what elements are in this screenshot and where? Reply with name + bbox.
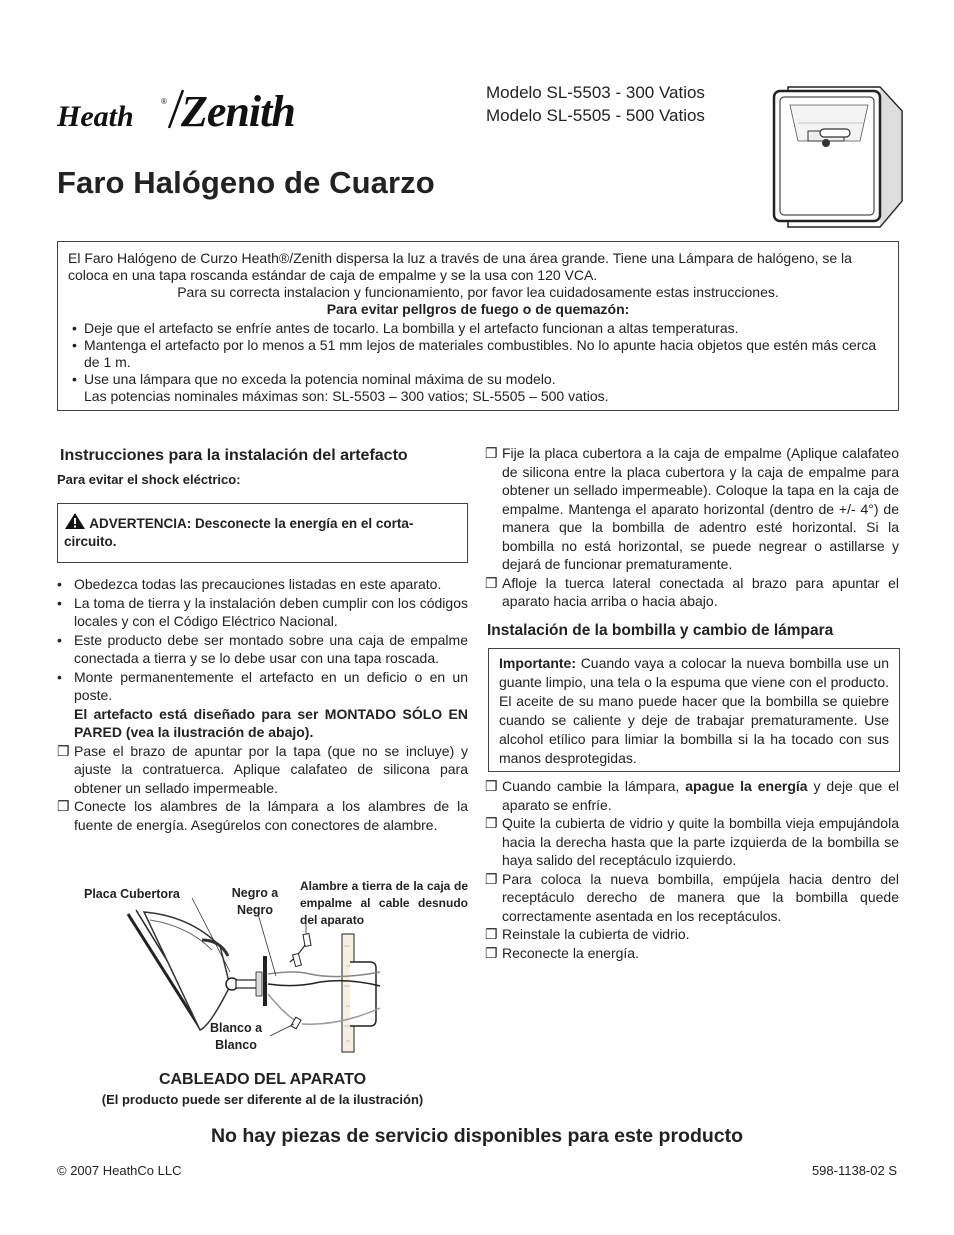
wall-mount-note: El artefacto está diseñado para ser MONTADO SÓLO EN PARED (vea la ilustración de abajo). bbox=[74, 705, 468, 740]
warning-icon bbox=[64, 512, 86, 530]
list-item bbox=[84, 371, 888, 405]
shock-subheading: Para evitar el shock eléctrico: bbox=[57, 472, 241, 487]
checklist-item: ❐ Pase el brazo de apuntar por la tapa (que no se incluye) y ajuste la contratuerca. Aplique calafateo de silicona para obtener un sellado impermeable. bbox=[57, 742, 468, 796]
intro-box bbox=[57, 241, 899, 411]
copyright: © 2007 HeathCo LLC bbox=[57, 1163, 182, 1178]
checkbox-icon: ❐ bbox=[485, 926, 498, 942]
checklist-item: ❐ Cuando cambie la lámpara, apague la energía y deje que el aparato se enfríe. bbox=[485, 778, 899, 813]
model-list bbox=[486, 81, 705, 127]
registered-mark: ® bbox=[161, 97, 167, 106]
label-ground-wire: Alambre a tierra de la caja de empalme al cable desnudo del aparato bbox=[300, 879, 468, 927]
diagram-subcaption: (El producto puede ser diferente al de la ilustración) bbox=[101, 1092, 424, 1107]
bullet-glyph: • bbox=[57, 576, 62, 592]
checklist-item: ❐ Conecte los alambres de la lámpara a los alambres de la fuente de energía. Asegúrelos con conectores de alambre. bbox=[57, 798, 468, 833]
model-2: Modelo SL-5505 - 500 Vatios bbox=[486, 106, 705, 125]
bulb-heading: Instalación de la bombilla y cambio de lámpara bbox=[487, 622, 834, 639]
model-1: Modelo SL-5503 - 300 Vatios bbox=[486, 83, 705, 102]
checklist-item: ❐ Quite la cubiertа de vidrio y quite la bombilla vieja empujándola hacia la derecha hasta que la parte izquierda de la bombilla se haya salido del receptáculo izquierdo. bbox=[485, 815, 899, 868]
checkbox-icon: ❐ bbox=[57, 742, 70, 759]
warning-box bbox=[57, 503, 468, 563]
intro-paragraph: El Faro Halógeno de Curzo Heath®/Zenith dispersa la luz a través de una área grande. Tiene una Lámpara de halógeno, se la coloca en una tapa roscanda estándar de caja de empalme y se la usa con 120 VCA. bbox=[68, 250, 852, 283]
list-item-text: Use una lámpara que no exceda la potencia nominal máxima de su modelo. bbox=[84, 371, 556, 387]
checklist-item: ❐ Fije la placa cubertora a la caja de empalme (Aplique calafateo de silicona entre la placa cubertora y la caja de empalme para obtener un sellado impermeable). Coloque la tapa en la caja de empalme. Mantenga el aparato horizontal (dentro de +/- 4°) de manera que la bombilla de adentro esté horizontal. Si la bombilla no está horizontal, se puede negrear o astillarse y dejará de funcionar prematuramente. bbox=[485, 445, 899, 572]
checkbox-icon: ❐ bbox=[485, 778, 498, 794]
fire-hazard-list bbox=[68, 320, 888, 405]
wiring-diagram bbox=[80, 876, 470, 1061]
label-cover-plate: Placa Cubertora bbox=[84, 887, 180, 901]
checkbox-icon: ❐ bbox=[57, 798, 70, 814]
checkbox-icon: ❐ bbox=[485, 574, 498, 591]
list-item: • Obedezca todas las precauciones listadas en este aparato. bbox=[57, 576, 442, 592]
warning-text: ADVERTENCIA: Desconecte la energía en el corta-circuito. bbox=[64, 516, 414, 549]
bullet-glyph: • bbox=[57, 594, 62, 611]
brand-heath: Heath bbox=[57, 100, 134, 130]
no-service-parts-notice: No hay piezas de servicio disponibles para este producto bbox=[210, 1125, 744, 1147]
checkbox-icon: ❐ bbox=[485, 445, 498, 461]
important-label: Importante: bbox=[499, 655, 576, 671]
label-white-to-white: Blanco a Blanco bbox=[209, 1021, 263, 1052]
checklist-item: ❐ Reconecte la energía. bbox=[485, 944, 639, 961]
checklist-item: ❐ Para coloca la nueva bombilla, empújela hacia dentro del receptáculo derecho de manera que la bombilla quede correctamente asentada en los receptáculos. bbox=[485, 870, 899, 924]
checklist-item: ❐ Reinstale la cubierta de vidrio. bbox=[485, 926, 690, 942]
precautions-list bbox=[57, 575, 468, 834]
important-box bbox=[488, 648, 900, 772]
brand-zenith: Zenith bbox=[181, 87, 295, 130]
list-item: • Deje que el artefacto se enfríe antes de tocarlo. La bombilla y el artefacto funcionan a altas temperaturas. bbox=[84, 320, 888, 337]
document-code: 598-1138-02 S bbox=[811, 1163, 897, 1178]
label-black-to-black: Negro a Negro bbox=[231, 886, 279, 917]
installation-heading: Instrucciones para la instalación del artefacto bbox=[60, 447, 408, 464]
list-item: • La toma de tierra y la instalación deben cumplir con los códigos locales y con el Código Eléctrico Nacional. bbox=[57, 594, 468, 629]
intro-instructions: Para su correcta instalacion y funcionamiento, por favor lea cuidadosamente estas instrucciones. bbox=[177, 284, 779, 300]
brand-logo bbox=[57, 82, 347, 130]
mounting-checklist bbox=[485, 444, 899, 611]
bullet-glyph: • bbox=[57, 631, 62, 648]
page-title: Faro Halógeno de Cuarzo bbox=[57, 165, 435, 200]
wattage-limits: Las potencias nominales máximas son: SL-5503 – 300 vatios; SL-5505 – 500 vatios. bbox=[84, 388, 609, 404]
fire-hazard-heading: Para evitar pellgros de fuego o de quemazón: bbox=[326, 301, 630, 317]
list-item: • Este producto debe ser montado sobre una caja de empalme conectada a tierra y se lo debe usar con una tapa roscada. bbox=[57, 631, 468, 666]
checkbox-icon: ❐ bbox=[485, 815, 498, 831]
important-text: Cuando vaya a colocar la nueva bombilla use un guante limpio, una tela o la espuma que viene con el producto. El aceite de su mano puede hacer que la bombilla se quiebre cuando se caliente y deje de trabajar prematuramente. Use alcohol etílico para limiar la bombilla si la ha tocado con sus manos desprotegidas. bbox=[499, 655, 889, 766]
checkbox-icon: ❐ bbox=[485, 870, 498, 887]
checklist-item: ❐ Afloje la tuerca lateral conectada al brazo para apuntar el aparato hacia arriba o hacia abajo. bbox=[485, 574, 899, 609]
power-off-emphasis: apague la energía bbox=[685, 778, 808, 794]
list-item: • Monte permanentemente el artefacto en un deficio o en un poste. bbox=[57, 668, 468, 703]
checkbox-icon: ❐ bbox=[485, 944, 498, 961]
bulb-checklist bbox=[485, 777, 899, 962]
bullet-glyph: • bbox=[57, 668, 62, 685]
list-item: • Mantenga el artefacto por lo menos a 51 mm lejos de materiales combustibles. No lo apunte hacia objetos que estén más cerca de 1 m. bbox=[84, 337, 888, 371]
diagram-caption: CABLEADO DEL APARATO bbox=[158, 1071, 367, 1088]
floodlight-illustration bbox=[768, 83, 908, 233]
